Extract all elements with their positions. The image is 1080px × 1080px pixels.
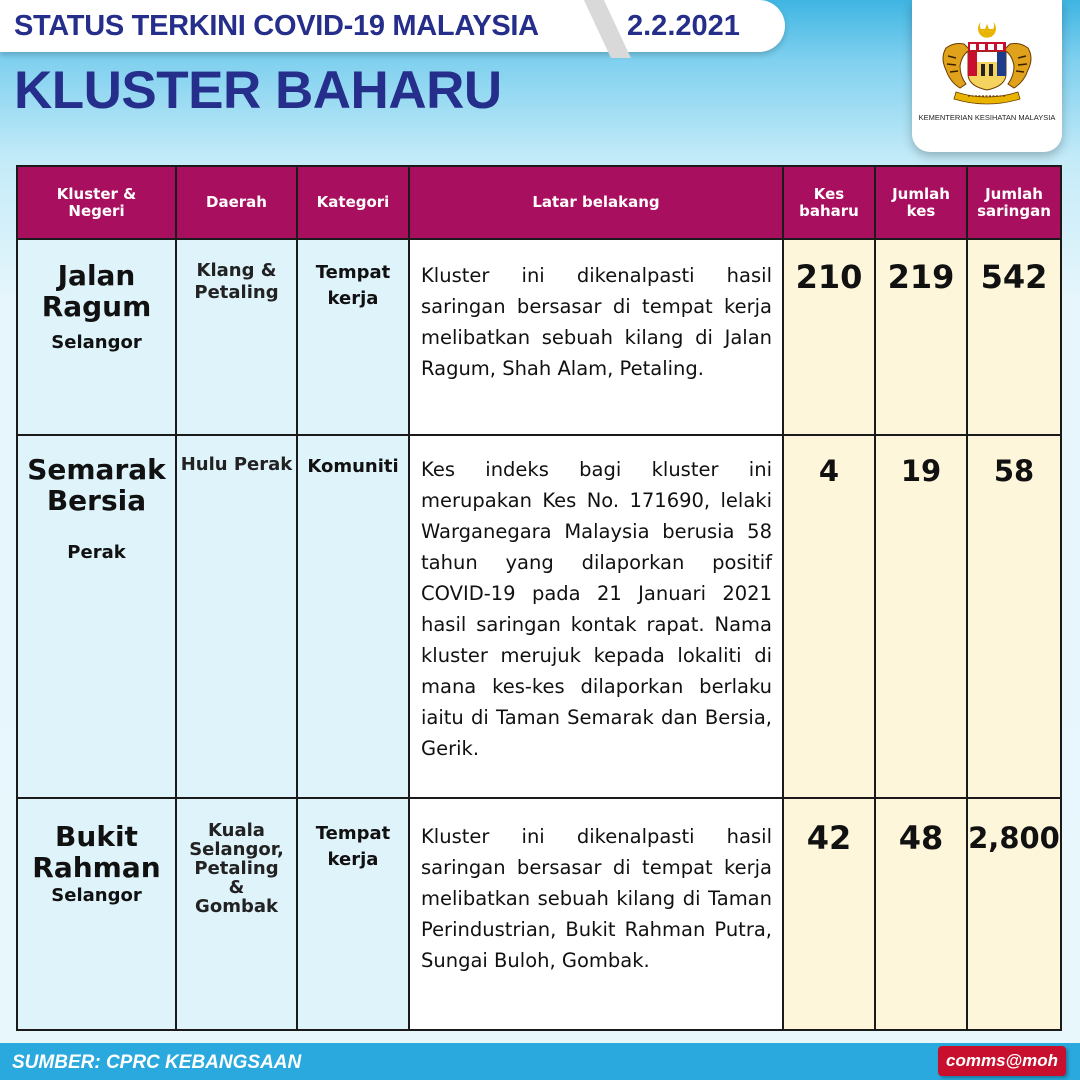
status-date: 2.2.2021 [627, 10, 740, 42]
daerah-text: Klang & Petaling [194, 260, 279, 303]
coat-of-arms-icon [934, 18, 1040, 108]
jumlah-saringan-value: 2,800 [968, 821, 1060, 855]
ministry-logo-card [912, 0, 1062, 152]
cluster-name: Jalan Ragum [41, 259, 152, 323]
kategori-cell [297, 798, 409, 1030]
cluster-name-cell [17, 435, 176, 798]
ministry-name: KEMENTERIAN KESIHATAN MALAYSIA [918, 113, 1056, 122]
kes-baharu-cell [783, 798, 875, 1030]
title-bar [0, 0, 785, 52]
header-latar-belakang: Latar belakang [409, 166, 783, 239]
header-jumlah-saringan: Jumlah saringan [967, 166, 1061, 239]
latar-belakang-cell [409, 798, 783, 1030]
jumlah-kes-cell [875, 798, 967, 1030]
kategori-cell [297, 239, 409, 435]
kes-baharu-cell [783, 435, 875, 798]
jumlah-kes-value: 219 [887, 258, 955, 296]
kes-baharu-value: 4 [818, 454, 840, 488]
cluster-name: Bukit Rahman [32, 820, 161, 884]
page-title: KLUSTER BAHARU [14, 61, 502, 120]
jumlah-saringan-cell [967, 239, 1061, 435]
cluster-table [16, 165, 1062, 1031]
latar-belakang-cell [409, 239, 783, 435]
latar-belakang-text: Kluster ini dikenalpasti hasil saringan bersasar di tempat kerja melibatkan sebuah kilang di Jalan Ragum, Shah Alam, Petaling. [421, 264, 772, 380]
daerah-text: Kuala Selangor, Petaling & Gombak [189, 820, 284, 917]
jumlah-kes-value: 48 [898, 819, 944, 857]
table-row [17, 798, 1061, 1030]
kategori-text: Tempat kerja [315, 262, 391, 309]
comms-badge [938, 1046, 1066, 1076]
kategori-text: Komuniti [307, 456, 399, 477]
kes-baharu-cell [783, 239, 875, 435]
jumlah-saringan-cell [967, 798, 1061, 1030]
title-separator [581, 0, 631, 58]
footer-bar [0, 1043, 1080, 1080]
status-title: STATUS TERKINI COVID-19 MALAYSIA [14, 10, 539, 42]
latar-belakang-text: Kes indeks bagi kluster ini merupakan Kes No. 171690, lelaki Warganegara Malaysia berusia 58 tahun yang dilaporkan positif COVID-19 pada 21 Januari 2021 hasil saringan kontak rapat. Nama kluster merujuk kepada lokaliti di mana kes-kes dilaporkan berlaku iaitu di Taman Semarak dan Bersia, Gerik. [421, 458, 772, 760]
cluster-name: Semarak Bersia [27, 453, 166, 517]
daerah-cell [176, 239, 297, 435]
jumlah-saringan-value: 542 [980, 258, 1048, 296]
header-kes-baharu: Kes baharu [783, 166, 875, 239]
jumlah-saringan-cell [967, 435, 1061, 798]
latar-belakang-cell [409, 435, 783, 798]
kategori-cell [297, 435, 409, 798]
header-daerah: Daerah [176, 166, 297, 239]
table-row [17, 239, 1061, 435]
table-row [17, 435, 1061, 798]
comms-badge-text: comms@moh [946, 1051, 1058, 1070]
cluster-state: Perak [67, 542, 126, 563]
daerah-text: Hulu Perak [180, 454, 293, 475]
kategori-text: Tempat kerja [315, 823, 391, 870]
cluster-state: Selangor [51, 332, 142, 353]
latar-belakang-text: Kluster ini dikenalpasti hasil saringan bersasar di tempat kerja melibatkan sebuah kilang di Taman Perindustrian, Bukit Rahman Putra, Sungai Buloh, Gombak. [421, 825, 772, 972]
daerah-cell [176, 798, 297, 1030]
header-jumlah-kes: Jumlah kes [875, 166, 967, 239]
kes-baharu-value: 42 [806, 819, 852, 857]
table-header-row [17, 166, 1061, 239]
header-kategori: Kategori [297, 166, 409, 239]
jumlah-kes-cell [875, 239, 967, 435]
header-kluster-negeri: Kluster & Negeri [17, 166, 176, 239]
cluster-state: Selangor [51, 885, 142, 906]
daerah-cell [176, 435, 297, 798]
jumlah-saringan-value: 58 [993, 454, 1035, 488]
cluster-name-cell [17, 239, 176, 435]
cluster-name-cell [17, 798, 176, 1030]
kes-baharu-value: 210 [795, 258, 863, 296]
jumlah-kes-value: 19 [900, 454, 942, 488]
source-text: SUMBER: CPRC KEBANGSAAN [12, 1052, 302, 1073]
jumlah-kes-cell [875, 435, 967, 798]
